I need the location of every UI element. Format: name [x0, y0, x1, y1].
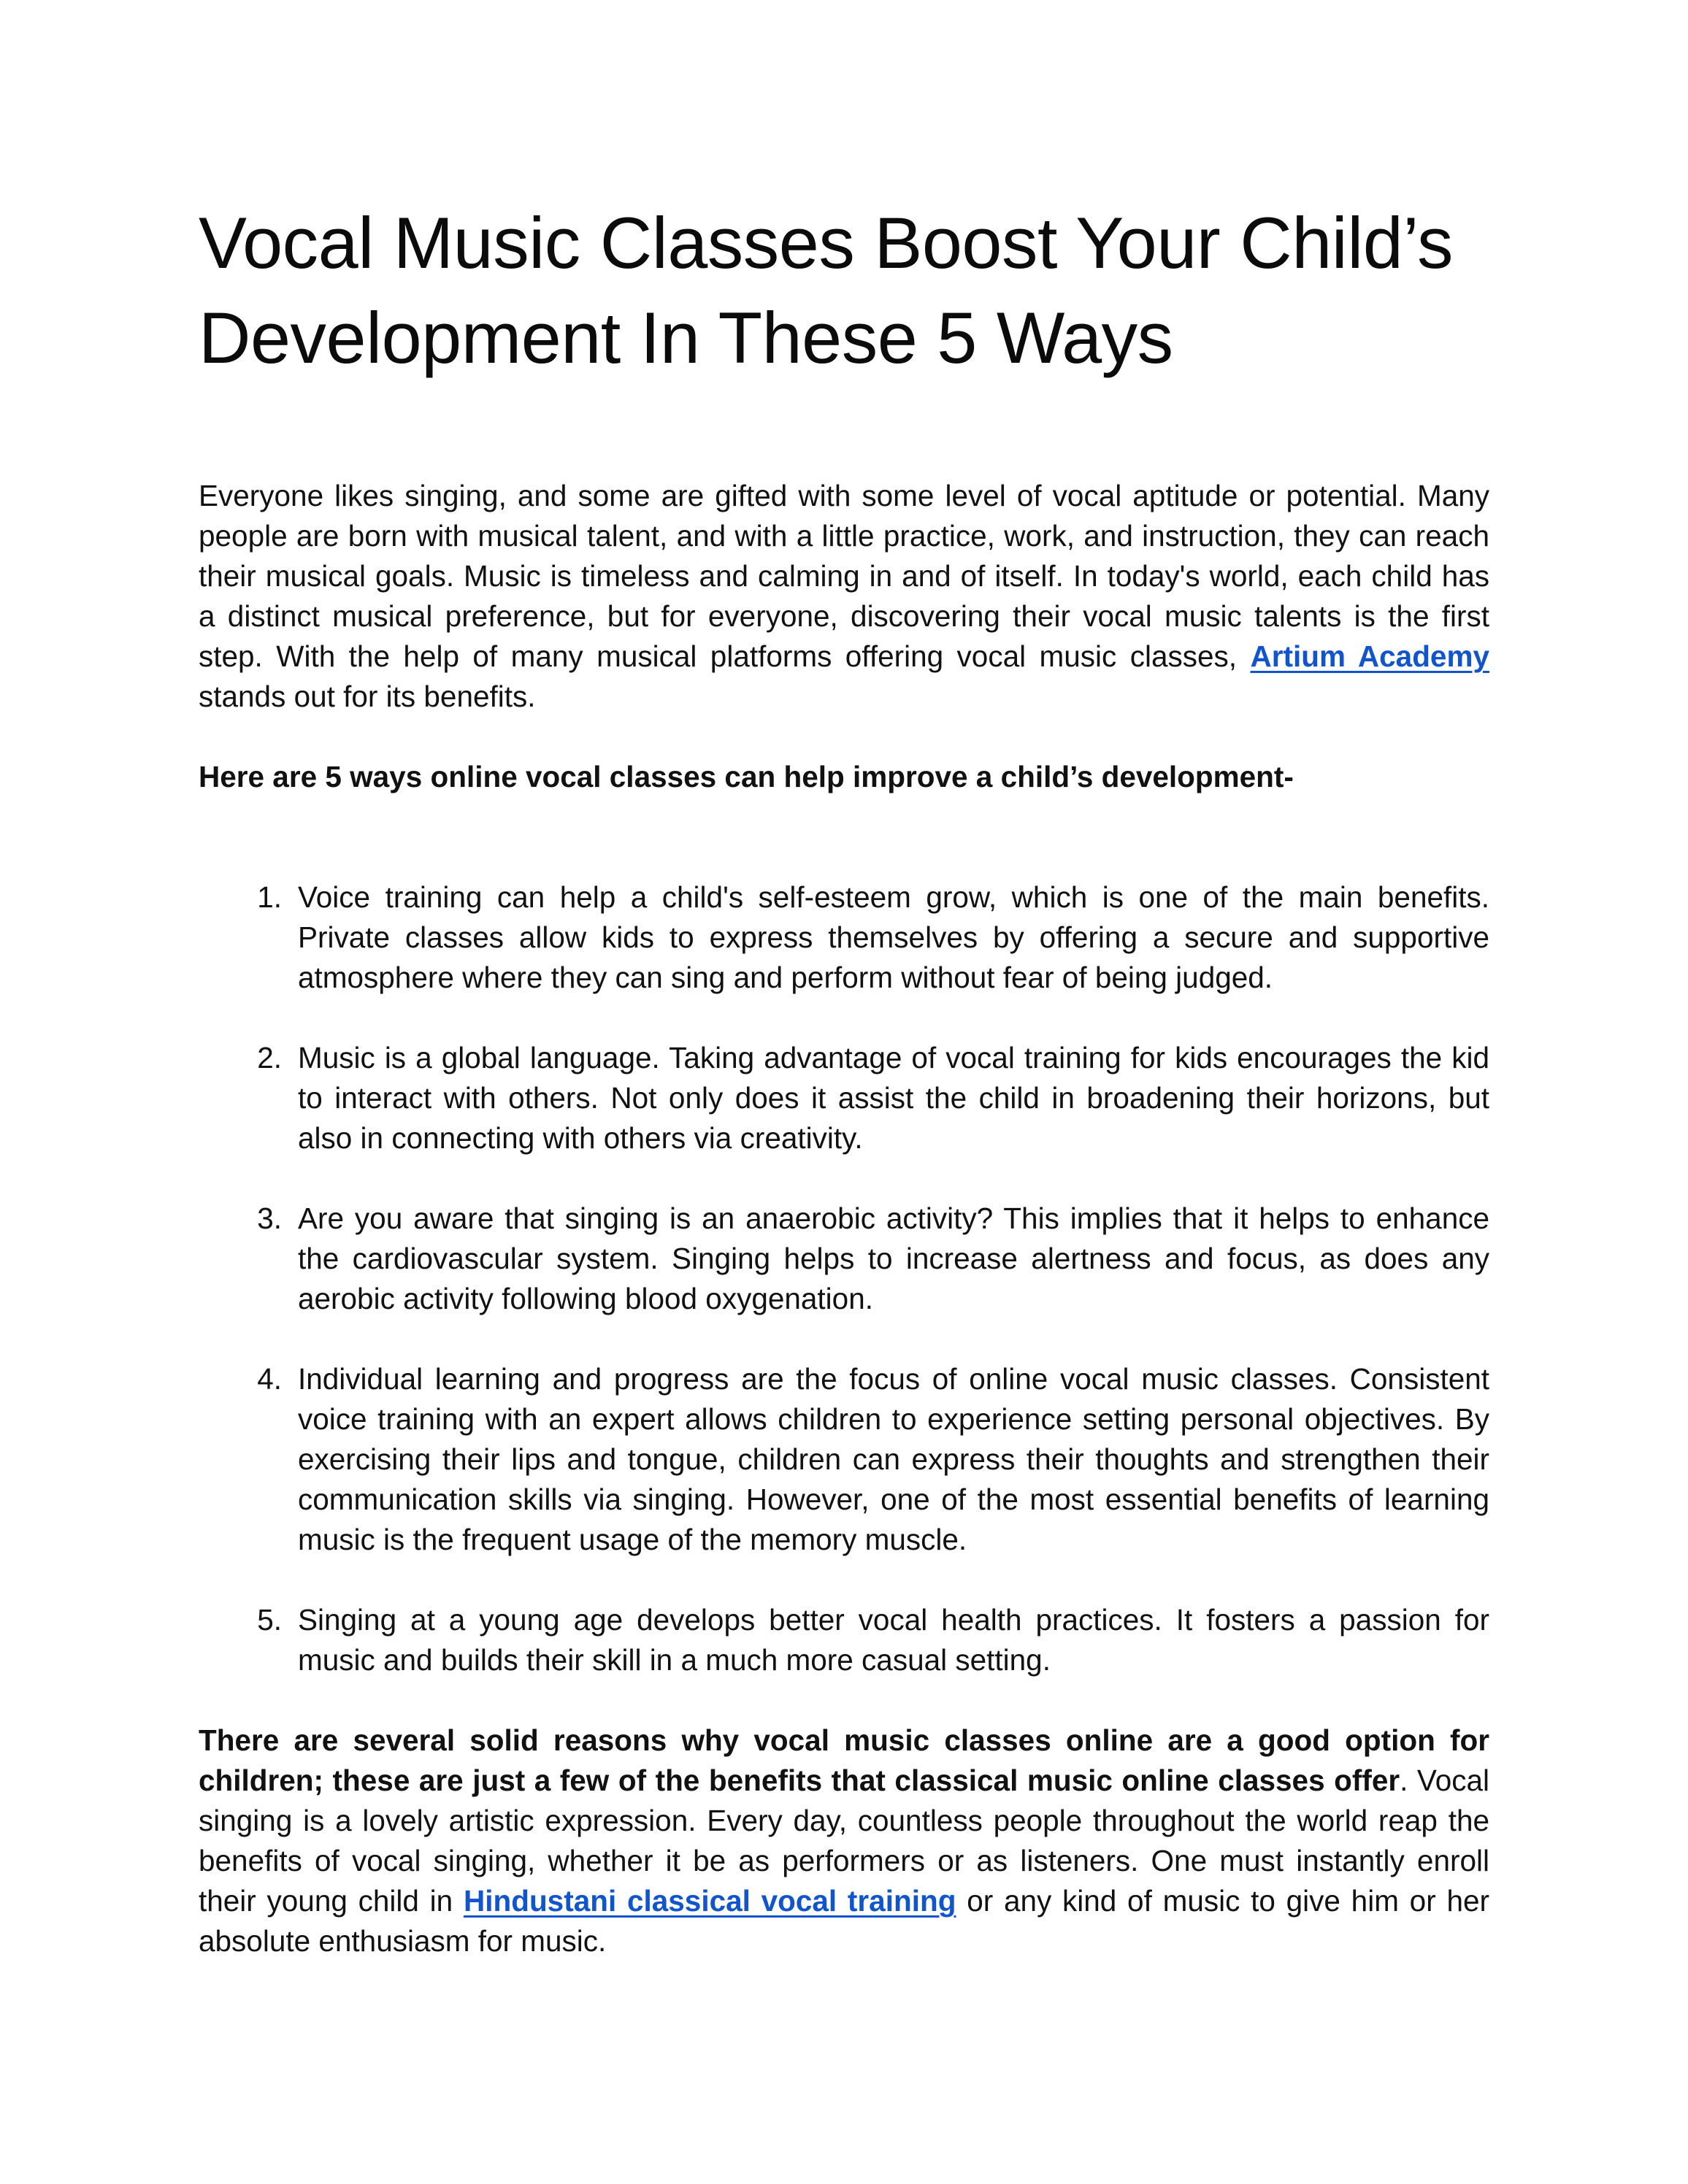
hindustani-classical-vocal-training-link[interactable]: Hindustani classical vocal training — [463, 1884, 956, 1918]
list-item — [199, 1199, 1489, 1319]
title-line-1: Vocal Music Classes Boost Your Child’s — [199, 202, 1454, 283]
list-item-text: Individual learning and progress are the focus of online vocal music classes. Consistent voice training with an expert allows children to experience setting personal objectives. By exercising their lips and tongue, children can express their thoughts and strengthen their communication skills via singing. However, one of the most essential benefits of learning music is the frequent usage of the memory muscle. — [298, 1362, 1489, 1556]
list-item — [199, 877, 1489, 998]
artium-academy-link[interactable]: Artium Academy — [1250, 639, 1489, 673]
list-item — [199, 1359, 1489, 1560]
list-item-number: 5. — [257, 1603, 282, 1637]
page-title — [199, 196, 1489, 385]
list-item-text: Music is a global language. Taking advantage of vocal training for kids encourages the kid to interact with others. Not only does it assist the child in broadening their horizons, but also in connecting with others via creativity. — [298, 1041, 1489, 1155]
document-page — [199, 196, 1489, 1961]
intro-text-before-link: Everyone likes singing, and some are gifted with some level of vocal aptitude or potential. Many people are born with musical talent, and with a little practice, work, and instruction, they can reach their musical goals. Music is timeless and calming in and of itself. In today's world, each child has a distinct musical preference, but for everyone, discovering their vocal music talents is the first step. With the help of many musical platforms offering vocal music classes, — [199, 479, 1489, 673]
intro-text-after-link: stands out for its benefits. — [199, 680, 536, 713]
list-item-text: Are you aware that singing is an anaerobic activity? This implies that it helps to enhance the cardiovascular system. Singing helps to increase alertness and focus, as does any aerobic activity following blood oxygenation. — [298, 1201, 1489, 1315]
intro-paragraph — [199, 476, 1489, 717]
list-item-number: 2. — [257, 1041, 282, 1074]
benefits-list — [199, 877, 1489, 1680]
closing-text-after-bold: . Vocal singing is a lovely artistic expression. Every day, countless people throughout the world reap the benefits of vocal singing, whether it be as performers or as listeners. One must instantly enroll their young child in — [199, 1764, 1489, 1918]
list-item-number: 4. — [257, 1362, 282, 1396]
list-item-number: 1. — [257, 880, 282, 914]
list-item-number: 3. — [257, 1201, 282, 1235]
closing-text-after-link: or any kind of music to give him or her absolute enthusiasm for music. — [199, 1884, 1489, 1958]
closing-bold-text: There are several solid reasons why vocal music classes online are a good option for children; these are just a few of the benefits that classical music online classes offer — [199, 1723, 1489, 1797]
list-item-text: Voice training can help a child's self-esteem grow, which is one of the main benefits. Private classes allow kids to express themselves by offering a secure and supportive atmosphere where they can sing and perform without fear of being judged. — [298, 880, 1489, 994]
list-item — [199, 1038, 1489, 1158]
list-item — [199, 1600, 1489, 1680]
closing-paragraph — [199, 1720, 1489, 1961]
title-line-2: Development In These 5 Ways — [199, 297, 1173, 378]
list-item-text: Singing at a young age develops better vocal health practices. It fosters a passion for music and builds their skill in a much more casual setting. — [298, 1603, 1489, 1677]
list-subheading: Here are 5 ways online vocal classes can help improve a child’s development- — [199, 760, 1294, 793]
